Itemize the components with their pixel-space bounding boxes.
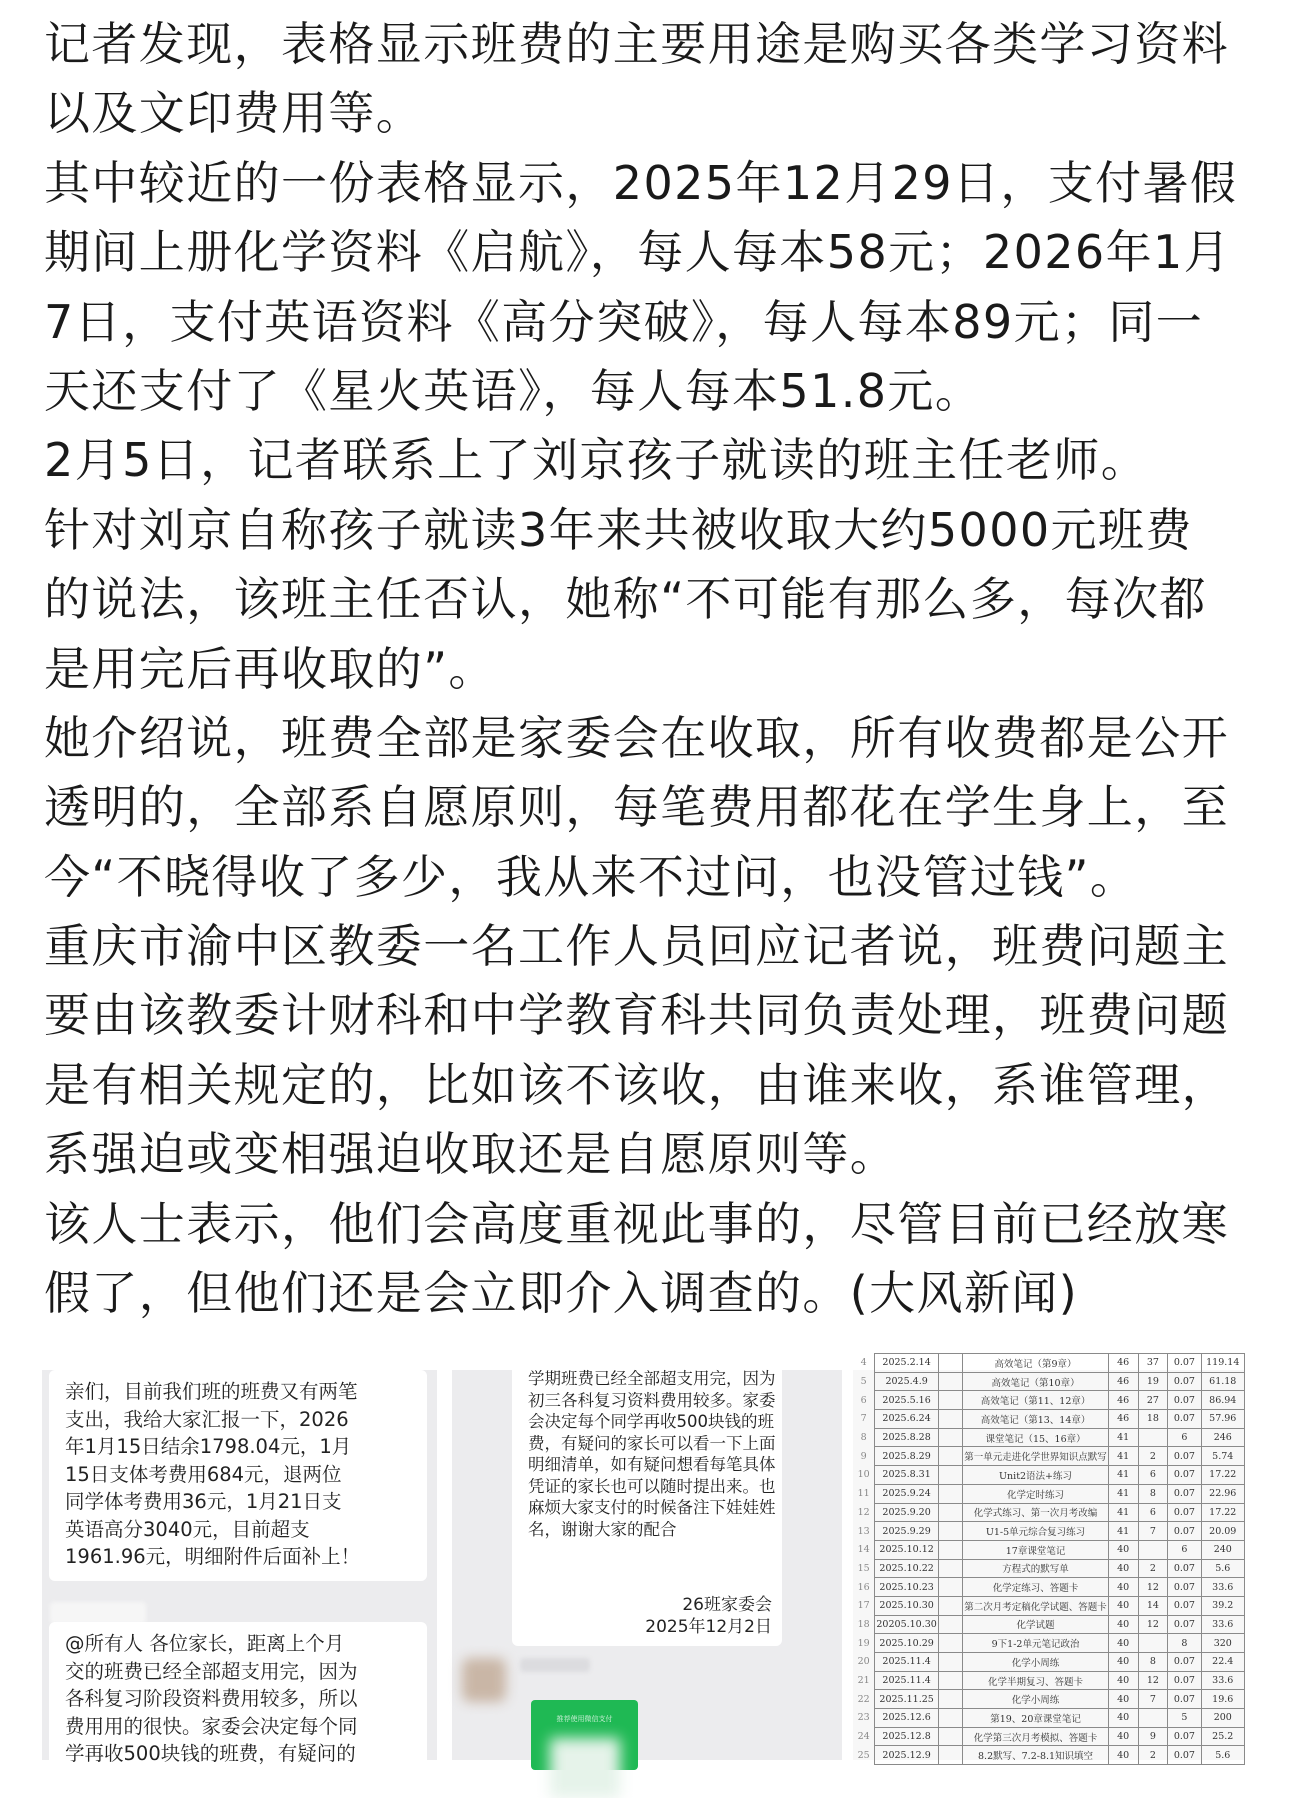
message-line: 学期班费已经全部超支用完，因为	[528, 1369, 776, 1388]
blank-cell	[938, 1540, 962, 1559]
row-number: 11	[853, 1484, 875, 1503]
message-line: 费，有疑问的家长可以看一下上面	[528, 1433, 776, 1453]
signature-date: 2025年12月2日	[645, 1617, 772, 1637]
page-count-cell	[1138, 1540, 1168, 1559]
table-row	[853, 1484, 1245, 1503]
unit-price-cell: 8	[1168, 1634, 1201, 1653]
signature-text: 26班家委会	[682, 1595, 772, 1615]
blank-cell	[938, 1447, 962, 1466]
student-count-cell: 41	[1108, 1428, 1138, 1447]
row-number: 7	[853, 1410, 875, 1429]
item-cell: 化学半期复习、答题卡	[963, 1671, 1109, 1690]
page-count-cell: 7	[1138, 1690, 1168, 1709]
message-line: 英语高分3040元，目前超支	[65, 1517, 310, 1541]
message-line: 会决定每个同学再收500块钱的班	[528, 1412, 774, 1431]
row-number: 23	[853, 1709, 875, 1728]
total-cell: 33.6	[1201, 1671, 1244, 1690]
item-cell: 第一单元走进化学世界知识点默写	[963, 1447, 1109, 1466]
article-line: 该人士表示，他们会高度重视此事的，尽管目前已经放寒	[44, 1196, 1229, 1251]
table-row	[853, 1746, 1245, 1765]
total-cell: 25.2	[1201, 1727, 1244, 1746]
message-line: 同学体考费用36元，1月21日支	[65, 1490, 342, 1513]
blank-cell	[938, 1466, 962, 1485]
date-cell: 2025.10.12	[875, 1540, 938, 1559]
page-count-cell: 18	[1138, 1410, 1168, 1429]
total-cell: 246	[1201, 1428, 1244, 1447]
student-count-cell: 40	[1108, 1540, 1138, 1559]
article-line: 期间上册化学资料《启航》，每人每本58元；2026年1月	[44, 225, 1232, 280]
message-line: 明细清单，如有疑问想看每笔具体	[528, 1455, 776, 1474]
blank-cell	[938, 1391, 962, 1410]
page-count-cell: 19	[1138, 1372, 1168, 1391]
student-count-cell: 40	[1108, 1634, 1138, 1653]
article-line: 系强迫或变相强迫收取还是自愿原则等。	[44, 1127, 898, 1182]
row-number: 12	[853, 1503, 875, 1522]
item-cell: 化学第三次月考模拟、答题卡	[963, 1727, 1109, 1746]
chat-notice-photo[interactable]	[452, 1370, 842, 1760]
total-cell: 240	[1201, 1540, 1244, 1559]
article-line: 记者发现，表格显示班费的主要用途是购买各类学习资料	[44, 17, 1229, 71]
student-count-cell: 46	[1108, 1372, 1138, 1391]
message-line: 学再收500块钱的班费，有疑问的	[65, 1742, 356, 1765]
article-line: 天还支付了《星火英语》，每人每本51.8元。	[44, 363, 983, 418]
blank-cell	[938, 1484, 962, 1503]
unit-price-cell: 0.07	[1168, 1727, 1201, 1746]
page-count-cell: 12	[1138, 1671, 1168, 1690]
table-row	[853, 1578, 1245, 1597]
date-cell: 2025.12.8	[875, 1727, 938, 1746]
blank-cell	[938, 1615, 962, 1634]
blank-cell	[938, 1596, 962, 1615]
date-cell: 2025.5.16	[875, 1391, 938, 1410]
article-body	[44, 10, 1254, 1328]
date-cell: 2025.9.24	[875, 1484, 938, 1503]
blank-cell	[938, 1727, 962, 1746]
item-cell: 高效笔记（第13、14章）	[963, 1410, 1109, 1429]
chat-message-bubble	[49, 1622, 427, 1778]
blurred-avatar-icon	[462, 1658, 506, 1702]
blank-cell	[938, 1503, 962, 1522]
page-count-cell: 27	[1138, 1391, 1168, 1410]
message-line: 1961.96元，明细附件后面补上！	[65, 1545, 361, 1568]
unit-price-cell: 0.07	[1168, 1690, 1201, 1709]
total-cell: 20.09	[1201, 1522, 1244, 1541]
item-cell: 第二次月考定稿化学试题、答题卡	[963, 1596, 1109, 1615]
table-row	[853, 1671, 1245, 1690]
item-cell: 高效笔记（第10章）	[963, 1372, 1109, 1391]
message-line: 支出，我给大家汇报一下，2026	[65, 1407, 349, 1431]
page-count-cell: 12	[1138, 1578, 1168, 1597]
chat-screenshot-photo[interactable]	[42, 1370, 437, 1765]
student-count-cell: 40	[1108, 1727, 1138, 1746]
pay-card-label: 推荐使用微信支付	[556, 1715, 613, 1723]
page-count-cell: 14	[1138, 1596, 1168, 1615]
article-line: 2月5日，记者联系上了刘京孩子就读的班主任老师。	[44, 433, 1149, 488]
row-number: 24	[853, 1727, 875, 1746]
row-number: 6	[853, 1391, 875, 1410]
date-cell: 2025.2.14	[875, 1354, 938, 1373]
table-row	[853, 1522, 1245, 1541]
article-line: 她介绍说，班费全部是家委会在收取，所有收费都是公开	[44, 710, 1229, 765]
row-number: 14	[853, 1540, 875, 1559]
row-number: 8	[853, 1428, 875, 1447]
date-cell: 2025.11.25	[875, 1690, 938, 1709]
total-cell: 57.96	[1201, 1410, 1244, 1429]
unit-price-cell: 0.07	[1168, 1559, 1201, 1578]
unit-price-cell: 6	[1168, 1428, 1201, 1447]
blank-cell	[938, 1372, 962, 1391]
qr-code-icon	[550, 1738, 620, 1798]
message-line: 初三各科复习资料费用较多。家委	[528, 1390, 776, 1410]
blank-cell	[938, 1522, 962, 1541]
article-line: 其中较近的一份表格显示，2025年12月29日，支付暑假	[44, 155, 1238, 210]
blank-cell	[938, 1428, 962, 1447]
article-line: 要由该教委计财科和中学教育科共同负责处理，班费问题	[44, 988, 1229, 1043]
item-cell: 8.2默写、7.2-8.1知识填空	[963, 1746, 1109, 1765]
blank-cell	[938, 1709, 962, 1728]
student-count-cell: 41	[1108, 1447, 1138, 1466]
page-count-cell: 37	[1138, 1354, 1168, 1373]
row-number: 19	[853, 1634, 875, 1653]
item-cell: 方程式的默写单	[963, 1559, 1109, 1578]
article-line: 7日，支付英语资料《高分突破》，每人每本89元；同一	[44, 294, 1204, 349]
total-cell: 5.6	[1201, 1559, 1244, 1578]
page-count-cell	[1138, 1428, 1168, 1447]
row-number: 16	[853, 1578, 875, 1597]
date-cell: 2025.9.29	[875, 1522, 938, 1541]
table-row	[853, 1503, 1245, 1522]
table-row	[853, 1372, 1245, 1391]
message-line: 名，谢谢大家的配合	[528, 1519, 677, 1539]
total-cell: 61.18	[1201, 1372, 1244, 1391]
article-line: 针对刘京自称孩子就读3年来共被收取大约5000元班费	[44, 502, 1193, 557]
student-count-cell: 40	[1108, 1596, 1138, 1615]
page-count-cell: 9	[1138, 1727, 1168, 1746]
message-line: 交的班费已经全部超支用完，因为	[65, 1659, 358, 1683]
date-cell: 20205.10.30	[875, 1615, 938, 1634]
blank-cell	[938, 1653, 962, 1672]
row-number: 20	[853, 1653, 875, 1672]
blank-cell	[938, 1410, 962, 1429]
row-number: 17	[853, 1596, 875, 1615]
total-cell: 320	[1201, 1634, 1244, 1653]
student-count-cell: 41	[1108, 1466, 1138, 1485]
table-row	[853, 1615, 1245, 1634]
blank-cell	[938, 1634, 962, 1653]
message-line: @所有人 各位家长，距离上个月	[65, 1632, 345, 1655]
student-count-cell: 40	[1108, 1653, 1138, 1672]
row-number: 18	[853, 1615, 875, 1634]
message-line: 麻烦大家支付的时候备注下娃娃姓	[528, 1498, 776, 1517]
blank-cell	[938, 1671, 962, 1690]
date-cell: 2025.8.29	[875, 1447, 938, 1466]
total-cell: 39.2	[1201, 1596, 1244, 1615]
item-cell: 化学试题	[963, 1615, 1109, 1634]
unit-price-cell: 0.07	[1168, 1653, 1201, 1672]
student-count-cell: 40	[1108, 1578, 1138, 1597]
student-count-cell: 40	[1108, 1709, 1138, 1728]
row-number: 5	[853, 1372, 875, 1391]
total-cell: 33.6	[1201, 1615, 1244, 1634]
student-count-cell: 40	[1108, 1559, 1138, 1578]
item-cell: 高效笔记（第11、12章）	[963, 1391, 1109, 1410]
page-count-cell: 12	[1138, 1615, 1168, 1634]
unit-price-cell: 0.07	[1168, 1615, 1201, 1634]
chat-message-bubble	[49, 1370, 427, 1581]
total-cell: 19.6	[1201, 1690, 1244, 1709]
date-cell: 2025.10.22	[875, 1559, 938, 1578]
date-cell: 2025.9.20	[875, 1503, 938, 1522]
row-number: 21	[853, 1671, 875, 1690]
table-row	[853, 1391, 1245, 1410]
table-row	[853, 1540, 1245, 1559]
unit-price-cell: 0.07	[1168, 1466, 1201, 1485]
student-count-cell: 46	[1108, 1391, 1138, 1410]
table-row	[853, 1559, 1245, 1578]
article-line: 以及文印费用等。	[44, 86, 424, 141]
unit-price-cell: 0.07	[1168, 1578, 1201, 1597]
student-count-cell: 46	[1108, 1354, 1138, 1373]
table-row	[853, 1428, 1245, 1447]
page-count-cell: 7	[1138, 1522, 1168, 1541]
date-cell: 2025.4.9	[875, 1372, 938, 1391]
date-cell: 2025.10.29	[875, 1634, 938, 1653]
unit-price-cell: 5	[1168, 1709, 1201, 1728]
total-cell: 86.94	[1201, 1391, 1244, 1410]
item-cell: 化学定练习、答题卡	[963, 1578, 1109, 1597]
date-cell: 2025.8.28	[875, 1428, 938, 1447]
article-line: 透明的，全部系自愿原则，每笔费用都花在学生身上，至	[44, 780, 1229, 835]
message-line: 年1月15日结余1798.04元，1月	[65, 1435, 352, 1458]
message-line: 凭证的家长也可以随时提出来。也	[528, 1476, 776, 1496]
item-cell: 高效笔记（第9章）	[963, 1354, 1109, 1373]
item-cell: 9下1-2单元笔记政治	[963, 1634, 1109, 1653]
table-row	[853, 1653, 1245, 1672]
blurred-sender-name	[50, 1602, 146, 1624]
date-cell: 2025.12.9	[875, 1746, 938, 1765]
total-cell: 17.22	[1201, 1466, 1244, 1485]
student-count-cell: 40	[1108, 1746, 1138, 1765]
student-count-cell: 40	[1108, 1671, 1138, 1690]
date-cell: 2025.11.4	[875, 1653, 938, 1672]
blank-cell	[938, 1354, 962, 1373]
table-row	[853, 1634, 1245, 1653]
row-number: 22	[853, 1690, 875, 1709]
row-number: 15	[853, 1559, 875, 1578]
student-count-cell: 40	[1108, 1690, 1138, 1709]
message-line: 15日支体考费用684元，退两位	[65, 1462, 342, 1486]
row-number: 13	[853, 1522, 875, 1541]
article-line: 假了，但他们还是会立即介入调查的。(大风新闻)	[44, 1266, 1079, 1321]
table-row	[853, 1596, 1245, 1615]
total-cell: 5.6	[1201, 1746, 1244, 1765]
item-cell: 化学定时练习	[963, 1484, 1109, 1503]
page-count-cell: 2	[1138, 1746, 1168, 1765]
unit-price-cell: 6	[1168, 1540, 1201, 1559]
total-cell: 22.4	[1201, 1653, 1244, 1672]
page-count-cell: 6	[1138, 1466, 1168, 1485]
student-count-cell: 41	[1108, 1522, 1138, 1541]
article-line: 是用完后再收取的”。	[44, 641, 496, 696]
unit-price-cell: 0.07	[1168, 1410, 1201, 1429]
item-cell: 化学小周练	[963, 1690, 1109, 1709]
unit-price-cell: 0.07	[1168, 1372, 1201, 1391]
table-row	[853, 1466, 1245, 1485]
blank-cell	[938, 1690, 962, 1709]
unit-price-cell: 0.07	[1168, 1354, 1201, 1373]
unit-price-cell: 0.07	[1168, 1522, 1201, 1541]
blank-cell	[938, 1746, 962, 1765]
date-cell: 2025.10.23	[875, 1578, 938, 1597]
student-count-cell: 40	[1108, 1615, 1138, 1634]
page-count-cell: 2	[1138, 1559, 1168, 1578]
unit-price-cell: 0.07	[1168, 1503, 1201, 1522]
date-cell: 2025.12.6	[875, 1709, 938, 1728]
item-cell: 第19、20章课堂笔记	[963, 1709, 1109, 1728]
total-cell: 17.22	[1201, 1503, 1244, 1522]
item-cell: Unit2语法+练习	[963, 1466, 1109, 1485]
page-count-cell	[1138, 1634, 1168, 1653]
row-number: 9	[853, 1447, 875, 1466]
page-count-cell: 8	[1138, 1484, 1168, 1503]
table-row	[853, 1709, 1245, 1728]
article-line: 今“不晓得收了多少，我从来不过问，也没管过钱”。	[44, 849, 1138, 904]
table-row	[853, 1354, 1245, 1373]
unit-price-cell: 0.07	[1168, 1746, 1201, 1765]
row-number: 10	[853, 1466, 875, 1485]
item-cell: 课堂笔记（15、16章）	[963, 1428, 1109, 1447]
total-cell: 22.96	[1201, 1484, 1244, 1503]
article-line: 的说法，该班主任否认，她称“不可能有那么多，每次都	[44, 572, 1207, 627]
total-cell: 200	[1201, 1709, 1244, 1728]
page-count-cell	[1138, 1709, 1168, 1728]
item-cell: 化学小周练	[963, 1653, 1109, 1672]
notice-signature	[602, 1594, 772, 1638]
expense-table	[853, 1353, 1245, 1765]
unit-price-cell: 0.07	[1168, 1484, 1201, 1503]
table-row	[853, 1447, 1245, 1466]
article-line: 是有相关规定的，比如该不该收，由谁来收，系谁管理，	[44, 1057, 1229, 1112]
date-cell: 2025.8.31	[875, 1466, 938, 1485]
date-cell: 2025.11.4	[875, 1671, 938, 1690]
date-cell: 2025.10.30	[875, 1596, 938, 1615]
total-cell: 5.74	[1201, 1447, 1244, 1466]
unit-price-cell: 0.07	[1168, 1391, 1201, 1410]
date-cell: 2025.6.24	[875, 1410, 938, 1429]
unit-price-cell: 0.07	[1168, 1671, 1201, 1690]
page-count-cell: 2	[1138, 1447, 1168, 1466]
item-cell: U1-5单元综合复习练习	[963, 1522, 1109, 1541]
item-cell: 17章课堂笔记	[963, 1540, 1109, 1559]
table-row	[853, 1690, 1245, 1709]
unit-price-cell: 0.07	[1168, 1596, 1201, 1615]
table-row	[853, 1410, 1245, 1429]
blank-cell	[938, 1578, 962, 1597]
total-cell: 33.6	[1201, 1578, 1244, 1597]
page-count-cell: 8	[1138, 1653, 1168, 1672]
message-line: 亲们，目前我们班的班费又有两笔	[65, 1380, 358, 1403]
blurred-sender-name	[520, 1658, 590, 1672]
message-line: 各科复习阶段资料费用较多，所以	[65, 1687, 358, 1710]
expense-table-photo[interactable]	[853, 1357, 1245, 1763]
message-line: 费用用的很快。家委会决定每个同	[65, 1714, 358, 1738]
wechat-pay-qr-card[interactable]	[531, 1700, 638, 1770]
page-count-cell: 6	[1138, 1503, 1168, 1522]
photo-strip	[0, 1357, 1290, 1765]
table-row	[853, 1727, 1245, 1746]
student-count-cell: 41	[1108, 1484, 1138, 1503]
unit-price-cell: 0.07	[1168, 1447, 1201, 1466]
blank-cell	[938, 1559, 962, 1578]
row-number: 25	[853, 1746, 875, 1765]
item-cell: 化学式练习、第一次月考改编	[963, 1503, 1109, 1522]
total-cell: 119.14	[1201, 1354, 1244, 1373]
student-count-cell: 46	[1108, 1410, 1138, 1429]
row-number: 4	[853, 1354, 875, 1373]
student-count-cell: 41	[1108, 1503, 1138, 1522]
article-line: 重庆市渝中区教委一名工作人员回应记者说，班费问题主	[44, 919, 1229, 974]
